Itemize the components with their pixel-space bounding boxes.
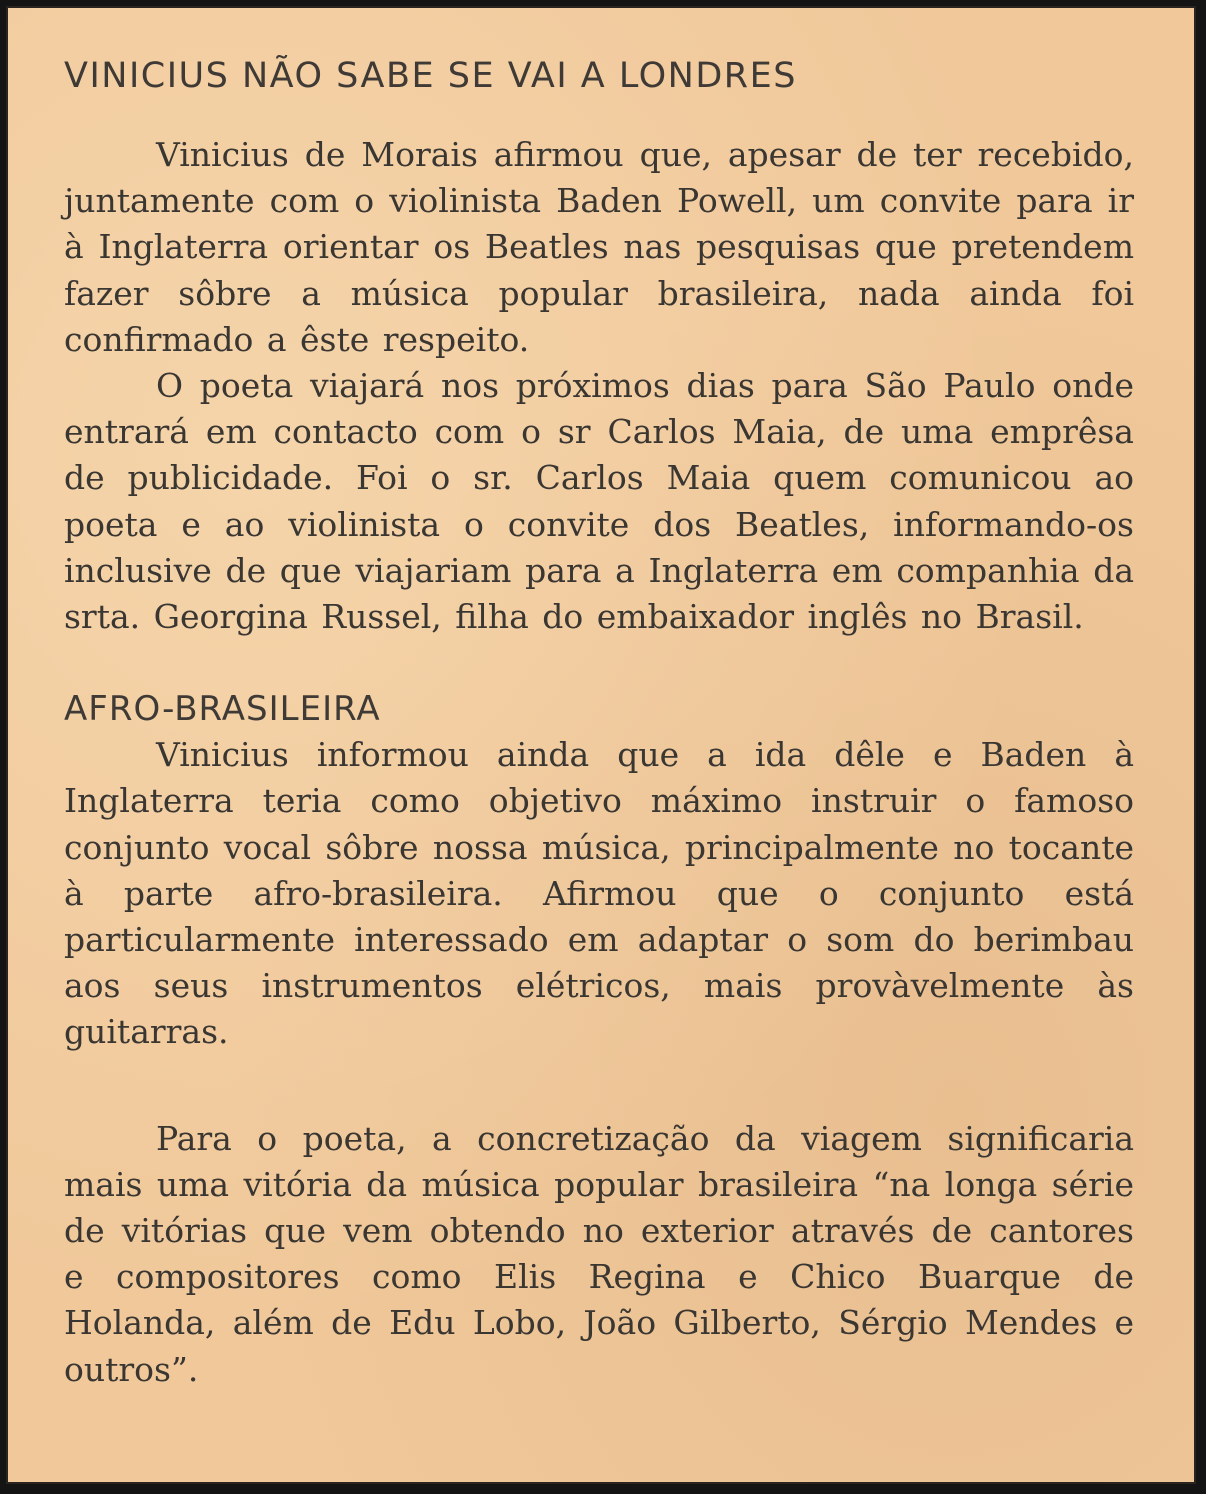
paragraph-section-1: Vinicius informou ainda que a ida dêle e Baden à Inglaterra teria como objetivo máximo instruir o famoso conjunto vocal sôbre nossa música, principalmente no tocante à parte afro-brasileira. Afirmou que o conjunto está particularmente interessado em adaptar o som do berimbau aos seus instrumentos elétricos, mais provàvelmente às guitarras.: [64, 735, 1134, 1052]
headline: VINICIUS NÃO SABE SE VAI A LONDRES: [64, 56, 797, 96]
newspaper-clipping: [6, 6, 1196, 1484]
paragraph-intro-2: O poeta viajará nos próximos dias para São Paulo onde entrará em contacto com o sr Carlos Maia, de uma emprêsa de publicidade. Foi o sr. Carlos Maia quem comunicou ao poeta e ao violinista o convite dos Beatles, informando-os inclusive de que viajariam para a Inglaterra em companhia da srta. Georgina Russel, filha do embaixador inglês no Brasil.: [64, 366, 1134, 637]
paragraph-intro-1: Vinicius de Morais afirmou que, apesar de ter recebido, juntamente com o violinista Baden Powell, um convite para ir à Inglaterra orientar os Beatles nas pesquisas que pretendem fazer sôbre a música popular brasileira, nada ainda foi confirmado a êste respeito.: [64, 135, 1134, 359]
paragraph-section-2: Para o poeta, a concretização da viagem significaria mais uma vitória da música popular brasileira “na longa série de vitórias que vem obtendo no exterior através de cantores e compositores como Elis Regina e Chico Buarque de Holanda, além de Edu Lobo, João Gilberto, Sérgio Mendes e outros”.: [64, 1118, 1134, 1389]
article: [64, 48, 1134, 1393]
subheading: AFRO-BRASILEIRA: [64, 689, 381, 730]
